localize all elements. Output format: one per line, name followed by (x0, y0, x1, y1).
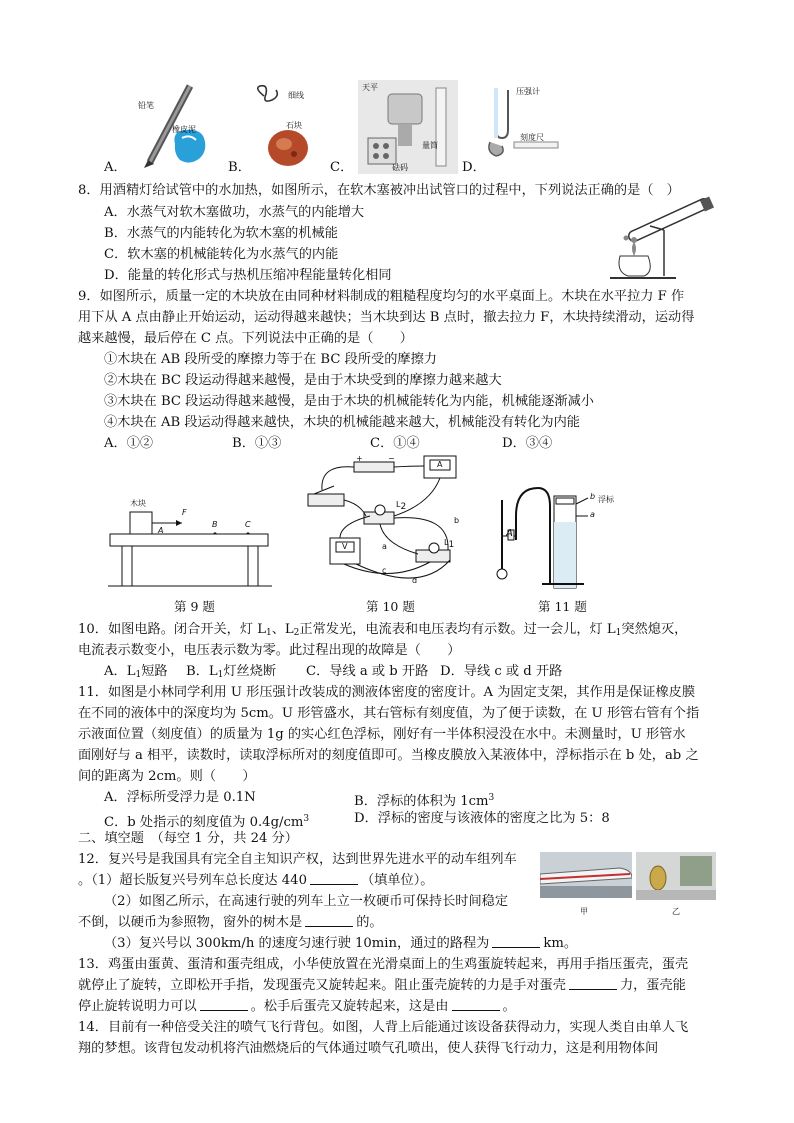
q9-statement-2: ②木块在 BC 段运动得越来越慢，是由于木块受到的摩擦力越来越大 (104, 373, 502, 388)
q8-option-a: A．水蒸气对软木塞做功，水蒸气的内能增大 (104, 205, 365, 220)
q11-line-5: 间的距离为 2cm。则（ ） (78, 769, 256, 784)
q12-line-4: 不倒，以硬币为参照物，窗外的树木是 的。 (78, 915, 383, 930)
q8-option-c: C．软木塞的机械能转化为水蒸气的内能 (104, 247, 339, 262)
q12-blank-1[interactable] (310, 872, 358, 885)
q9-option-b: B．①③ (232, 436, 282, 451)
pencil-clay-drawing (120, 80, 220, 168)
fig9-point-b: B (212, 520, 218, 529)
fig10-plus: + (356, 454, 363, 463)
fig10-minus: − (388, 454, 395, 463)
q11-option-a: A．浮标所受浮力是 0.1N (104, 790, 256, 805)
q12-blank-3[interactable] (492, 935, 540, 948)
q13-blank-3[interactable] (452, 998, 500, 1011)
q14-line-1: 14．目前有一种倍受关注的喷气飞行背包。如图，人背上后能通过该设备获得动力，实现人类自由单人飞 (78, 1020, 689, 1035)
q7-option-c-image (358, 80, 458, 174)
q8-option-b: B．水蒸气的内能转化为软木塞的机械能 (104, 226, 338, 241)
q8-figure-test-tube (604, 196, 720, 284)
q9-statement-3: ③木块在 BC 段运动得越来越慢，是由于木块的机械能转化为内能，机械能逐渐减小 (104, 394, 594, 409)
q13-line-1: 13．鸡蛋由蛋黄、蛋清和蛋壳组成，小华使放置在光滑桌面上的生鸡蛋旋转起来，再用手指压蛋壳，蛋壳 (78, 957, 689, 972)
q12-figure-label-yi: 乙 (672, 907, 680, 916)
fig11-u-tube (494, 476, 628, 594)
q8-stem: 8．用酒精灯给试管中的水加热，如图所示，在软木塞被冲出试管口的过程中，下列说法正确的是（ ） (78, 183, 680, 198)
q9-statement-4: ④木块在 AB 段运动得越来越快，木块的机械能越来越大，机械能没有转化为内能 (104, 415, 580, 430)
fig11-caption: 第 11 题 (538, 599, 587, 614)
fig11-float-label: 浮标 (598, 495, 614, 504)
q11-option-c: C．b 处指示的刻度值为 $0.4g/cm^3$ (104, 814, 310, 830)
train-photo-drawing (540, 852, 632, 898)
fig9-point-a: A (158, 526, 164, 535)
q7a-label-pencil: 铅笔 (138, 101, 154, 110)
q9-line-3: 越来越慢，最后停在 C 点。下列说法中正确的是（ ） (78, 331, 413, 346)
q7-option-c-letter: C． (330, 160, 354, 175)
q9-line-1: 9．如图所示，质量一定的木块放在由同种材料制成的粗糙程度均匀的水平桌面上。木块在水平拉力 F 作 (78, 289, 685, 304)
fig9-block-label: 木块 (130, 499, 146, 508)
q10-option-c: C．导线 a 或 b 开路 (306, 664, 429, 679)
fig10-wire-d: d (412, 576, 418, 585)
q7-option-a-image (120, 80, 220, 168)
q10-line-2: 电流表示数变小，电压表示数为零。此过程出现的故障是（ ） (78, 643, 461, 658)
q12-line-1: 12．复兴号是我国具有完全自主知识产权，达到世界先进水平的动车组列车 (78, 852, 517, 867)
q7b-label-stone: 石块 (286, 121, 302, 130)
q9-line-2: 用下从 A 点由静止开始运动，运动得越来越快；当木块到达 B 点时，撤去拉力 F，木块持续滑动，运动得 (78, 310, 695, 325)
q12-blank-2[interactable] (305, 914, 353, 927)
q7-option-a-letter: A． (104, 160, 127, 175)
fig10-wire-c: c (382, 566, 387, 575)
q9-option-a: A．①② (104, 436, 154, 451)
q7c-label-balance: 天平 (362, 83, 378, 92)
coin-window-drawing (636, 852, 716, 900)
q7d-label-ruler: 刻度尺 (520, 133, 544, 142)
q10-option-b: B．$L_1$灯丝烧断 (186, 664, 277, 680)
q13-blank-2[interactable] (200, 998, 248, 1011)
fig10-caption: 第 10 题 (366, 599, 415, 614)
q13-line-2: 就停止了旋转，立即松开手指，发现蛋壳又旋转起来。阻止蛋壳旋转的力是手对蛋壳 力，蛋壳能 (78, 978, 686, 993)
fig9-caption: 第 9 题 (174, 599, 215, 614)
q7d-label-gauge: 压强计 (516, 87, 540, 96)
q7-option-b-image (250, 82, 330, 170)
q7-option-b-letter: B． (228, 160, 251, 175)
fig10-ammeter-a: A (437, 460, 443, 469)
q9-option-d: D．③④ (502, 436, 553, 451)
block-table-drawing (108, 494, 272, 594)
section-fill-in-title: 二、填空题 （每空 1 分，共 24 分） (78, 831, 298, 846)
q12-figure-train (540, 852, 632, 898)
q10-line-1: 10．如图电路。闭合开关，灯 $L_1$、$L_2$正常发光，电流表和电压表均有示数。过一会儿，灯 $L_1$突然熄灭， (78, 622, 688, 638)
fig11-mark-b: b (590, 492, 596, 501)
fig10-wire-a: a (382, 542, 387, 551)
q11-option-d: D．浮标的密度与该液体的密度之比为 5：8 (354, 811, 610, 826)
fig9-block-on-table (108, 494, 272, 594)
q7b-label-string: 细线 (288, 91, 304, 100)
q11-line-3: 示液面位置（刻度值）的质量为 1g 的实心红色浮标，刚好有一半体积浸没在水中。未测量时，U 形管水 (78, 727, 686, 742)
q12-figure-label-jia: 甲 (580, 907, 588, 916)
q12-figure-coin (636, 852, 716, 900)
q12-line-2: 。（1）超长版复兴号列车总长度达 440 （填单位）。 (78, 873, 434, 888)
fig10-label-l2: L2 (396, 500, 407, 512)
q13-line-3: 停止旋转说明力可以 。松手后蛋壳又旋转起来，这是由 。 (78, 999, 516, 1014)
q9-statement-1: ①木块在 AB 段所受的摩擦力等于在 BC 段所受的摩擦力 (104, 352, 437, 367)
fig9-force-label: F (182, 508, 187, 517)
fig10-wire-b: b (454, 516, 460, 525)
fig10-voltmeter-v: V (342, 542, 348, 551)
q7-option-d-image (484, 82, 564, 172)
q11-line-2: 在不同的液体中的深度均为 5cm。U 形管盛水，其右管标有刻度值，为了便于读数，在 U 形管右管有个指 (78, 706, 700, 721)
q7c-label-weights: 砝码 (392, 163, 408, 172)
test-tube-heating-drawing (604, 196, 720, 284)
fig10-circuit (300, 454, 470, 594)
fig11-mark-a: a (590, 510, 595, 519)
q12-line-5: （3）复兴号以 300km/h 的速度匀速行驶 10min，通过的路程为 km。 (104, 936, 578, 951)
q8-option-d: D．能量的转化形式与热机压缩冲程能量转化相同 (104, 268, 392, 283)
fig9-point-c: C (245, 520, 251, 529)
q7-option-d-letter: D． (462, 160, 486, 175)
q10-option-a: A．$L_1$短路 (104, 664, 168, 680)
q11-option-b: B．浮标的体积为 $1cm^3$ (354, 793, 495, 809)
fig11-support-a: A (506, 528, 513, 539)
q12-line-3: （2）如图乙所示，在高速行驶的列车上立一枚硬币可保持长时间稳定 (104, 894, 509, 909)
q11-line-4: 面刚好与 a 相平，读数时，读取浮标所对的刻度值即可。当橡皮膜放入某液体中，浮标指示在 b 处，ab 之 (78, 748, 699, 763)
q14-line-2: 翔的梦想。该背包发动机将汽油燃烧后的气体通过喷气孔喷出，使人获得飞行动力，这是利用物体间 (78, 1041, 659, 1056)
q13-blank-1[interactable] (569, 977, 617, 990)
q7c-label-cylinder: 量筒 (422, 141, 438, 150)
q9-option-c: C．①④ (370, 436, 420, 451)
fig10-label-l1: L1 (444, 538, 455, 550)
balance-cylinder-weights-drawing (358, 80, 458, 174)
q10-option-d: D．导线 c 或 d 开路 (440, 664, 563, 679)
q7a-label-clay: 橡皮泥 (172, 125, 196, 134)
q11-line-1: 11．如图是小林同学利用 U 形压强计改装成的测液体密度的密度计。A 为固定支架，其作用是保证橡皮膜 (78, 685, 696, 700)
